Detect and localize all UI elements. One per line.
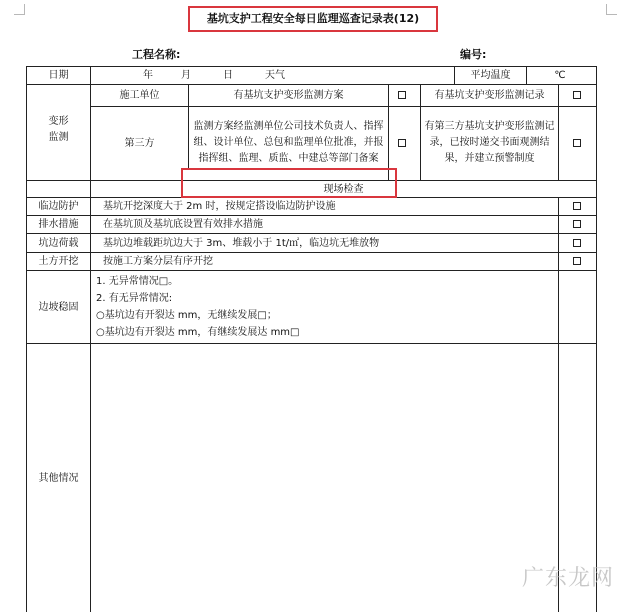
watermark-text: 广东龙网 — [521, 566, 614, 591]
site-check-heading: 现场检查 — [323, 183, 364, 195]
day-label: 日 — [223, 70, 233, 81]
vline — [526, 66, 527, 84]
corner-mark-top-left — [14, 4, 25, 15]
other-situations-label: 其他情况 — [38, 472, 79, 484]
deform-label-line1: 变形 — [48, 116, 69, 127]
number-label: 编号: — [460, 48, 487, 61]
construction-record-checkbox[interactable] — [573, 91, 581, 99]
slope-line-3: ○基坑边有开裂达 mm，无继续发展□； — [96, 309, 277, 321]
third-party-label: 第三方 — [124, 138, 155, 149]
edge-load-checkbox[interactable] — [573, 239, 581, 247]
slope-line-4: ○基坑边有开裂达 mm，有继续发展达 mm□ — [96, 326, 300, 338]
construction-record-text: 有基坑支护变形监测记录 — [434, 90, 545, 101]
temp-unit: ℃ — [554, 70, 566, 81]
month-label: 月 — [181, 70, 191, 81]
slope-line-1: 1. 无异常情况□。 — [96, 275, 179, 287]
deform-monitor-label — [27, 110, 90, 150]
item-text-edge-load: 基坑边堆载距坑边大于 3m、堆载小于 1t/㎡，临边坑无堆放物 — [103, 237, 380, 249]
vline — [388, 84, 389, 180]
construction-plan-checkbox[interactable] — [398, 91, 406, 99]
third-party-plan-checkbox[interactable] — [398, 139, 406, 147]
edge-protection-checkbox[interactable] — [573, 202, 581, 210]
item-text-edge-protection: 基坑开挖深度大于 2m 时，按规定搭设临边防护设施 — [103, 201, 336, 212]
date-label: 日期 — [48, 70, 69, 81]
item-text-drainage: 在基坑顶及基坑底设置有效排水措施 — [103, 219, 263, 230]
third-party-record-checkbox[interactable] — [573, 139, 581, 147]
project-name-label: 工程名称: — [132, 48, 181, 61]
drainage-checkbox[interactable] — [573, 220, 581, 228]
vline — [558, 84, 559, 180]
weather-label: 天气 — [265, 70, 285, 81]
avg-temp-label: 平均温度 — [470, 70, 511, 81]
third-party-plan-text: 监测方案经监测单位公司技术负责人、指挥组、设计单位、总包和监理单位批准，并报指挥组、监理、质监、中建总等部门备案 — [193, 121, 384, 164]
item-text-excavation: 按施工方案分层有序开挖 — [103, 256, 213, 267]
slope-stability-label: 边坡稳固 — [38, 301, 79, 313]
table-border-right — [596, 66, 597, 612]
deform-label-line2: 监测 — [48, 132, 69, 143]
excavation-checkbox[interactable] — [573, 257, 581, 265]
hline — [26, 343, 597, 344]
construction-unit-label: 施工单位 — [119, 90, 160, 101]
slope-line-2: 2. 有无异常情况: — [96, 292, 173, 304]
construction-plan-text: 有基坑支护变形监测方案 — [233, 90, 344, 101]
third-party-record-text: 有第三方基坑支护变形监测记录，已按时递交书面观测结果，并建立预警制度 — [424, 121, 555, 164]
vline — [558, 197, 559, 612]
item-name-edge-protection: 临边防护 — [38, 201, 79, 212]
item-name-drainage: 排水措施 — [38, 219, 79, 230]
hline — [26, 270, 597, 271]
year-label: 年 — [143, 70, 153, 81]
document-title: 基坑支护工程安全每日监理巡查记录表(12) — [206, 12, 420, 25]
corner-mark-top-right — [606, 4, 617, 15]
site-check-highlight-box — [181, 168, 397, 198]
item-name-excavation: 土方开挖 — [38, 256, 79, 267]
item-name-edge-load: 坑边荷载 — [38, 237, 79, 249]
